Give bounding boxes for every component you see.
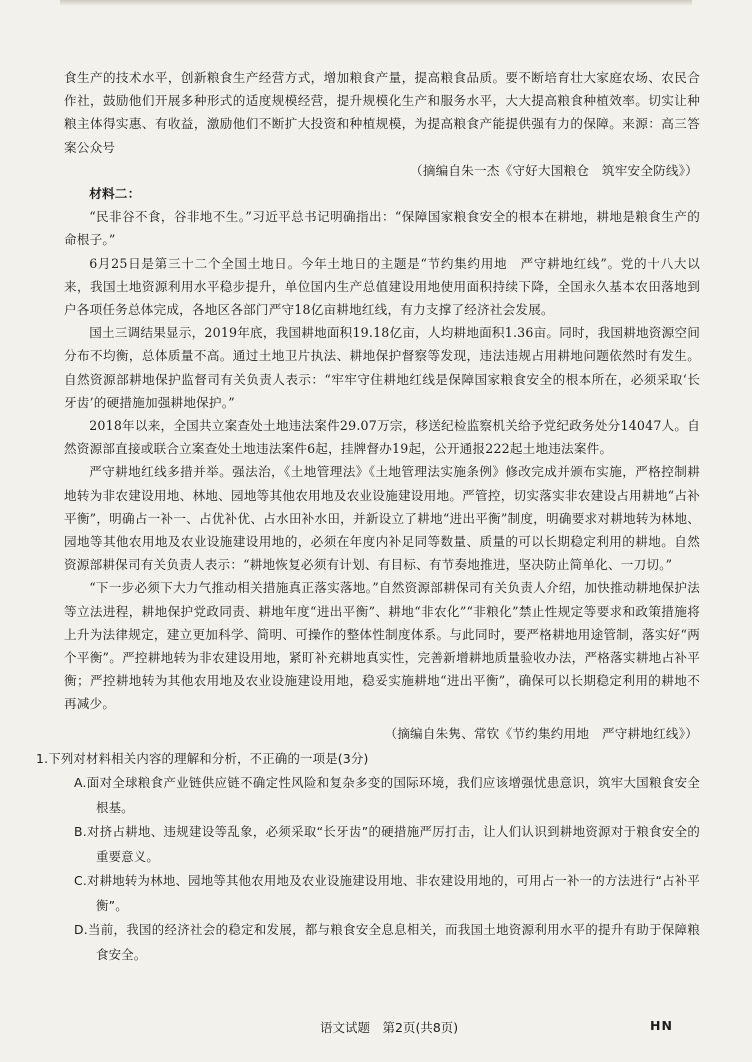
option-d[interactable]: D.当前，我国的经济社会的稳定和发展，都与粮食安全息息相关，而我国土地资源利用水平的提升有助于保障粮食安全。 — [74, 922, 700, 962]
option-a[interactable]: A.面对全球粮食产业链供应链不确定性风险和复杂多变的国际环境，我们应该增强忧患意识，筑牢大国粮食安全根基。 — [74, 775, 700, 815]
source-citation: （摘编自朱一杰《守好大国粮仓 筑牢安全防线》） — [410, 162, 698, 178]
paragraph: “下一步必须下大力气推动相关措施真正落实落地。”自然资源部耕保司有关负责人介绍，加快推动耕地保护法等立法进程，耕地保护党政同责、耕地年度“进出平衡”、耕地“非农化”“非粮化”禁止性规定等要求和政策措施将上升为法律规定，建立更加科学、简明、可操作的整体性制度体系。与此同时，要严格耕地用途管制，落实好“两个平衡”。严控耕地转为非农建设用地，紧盯补充耕地真实性，完善新增耕地质量验收办法，严格落实耕地占补平衡；严控耕地转为其他农用地及农业设施建设用地，稳妥实施耕地“进出平衡”，确保可以长期稳定利用的耕地不再减少。 — [64, 580, 700, 712]
top-edge — [60, 0, 692, 6]
question-stem: 1.下列对材料相关内容的理解和分析，不正确的一项是(3分) — [36, 750, 369, 766]
paragraph: “民非谷不食，谷非地不生。”习近平总书记明确指出：“保障国家粮食安全的根本在耕地，耕地是粮食生产的命根子。” — [64, 209, 700, 248]
paragraph: 食生产的技术水平，创新粮食生产经营方式，增加粮食产量，提高粮食品质。要不断培育壮大家庭农场、农民合作社，鼓励他们开展多种形式的适度规模经营，提升规模化生产和服务水平，大大提高粮食种植效率。切实让种粮主体得实惠、有收益，激励他们不断扩大投资和种植规模，为提高粮食产能提供强有力的保障。来源：高三答案公众号 — [64, 70, 700, 155]
paragraph: 2018年以来，全国共立案查处土地违法案件29.07万宗，移送纪检监察机关给予党纪政务处分14047人。自然资源部直接或联合立案查处土地违法案件6起，挂牌督办19起，公开通报222起土地违法案件。 — [64, 418, 700, 457]
material-heading: 材料二： — [89, 186, 141, 202]
passage-body — [36, 66, 700, 967]
page-number: 语文试题 第2页(共8页) — [320, 1020, 459, 1035]
question-block — [36, 747, 700, 968]
source-citation: （摘编自朱隽、常钦《节约集约用地 严守耕地红线》） — [384, 725, 698, 741]
option-b[interactable]: B.对挤占耕地、违规建设等乱象，必须采取“长牙齿”的硬措施严厉打击，让人们认识到耕地资源对于粮食安全的重要意义。 — [74, 824, 700, 864]
paragraph: 严守耕地红线多措并举。强法治，《土地管理法》《土地管理法实施条例》修改完成并颁布实施，严格控制耕地转为非农建设用地、林地、园地等其他农用地及农业设施建设用地。严管控，切实落实非农建设占用耕地“占补平衡”，明确占一补一、占优补优、占水田补水田，并新设立了耕地“进出平衡”制度，明确要求对耕地转为林地、园地等其他农用地及农业设施建设用地的，必须在年度内补足同等数量、质量的可以长期稳定利用的耕地。自然资源部耕保司有关负责人表示：“耕地恢复必须有计划、有目标、有节奏地推进，坚决防止简单化、一刀切。” — [64, 464, 700, 573]
option-c[interactable]: C.对耕地转为林地、园地等其他农用地及农业设施建设用地、非农建设用地的，可用占一补一的方法进行“占补平衡”。 — [74, 873, 700, 913]
paragraph: 国土三调结果显示，2019年底，我国耕地面积19.18亿亩，人均耕地面积1.36亩。同时，我国耕地资源空间分布不均衡，总体质量不高。通过土地卫片执法、耕地保护督察等发现，违法违规占用耕地问题依然时有发生。自然资源部耕地保护监督司有关负责人表示：“牢牢守住耕地红线是保障国家粮食安全的根本所在，必须采取‘长牙齿’的硬措施加强耕地保护。” — [64, 325, 700, 410]
region-code: HN — [650, 1018, 673, 1033]
paragraph: 6月25日是第三十二个全国土地日。今年土地日的主题是“节约集约用地 严守耕地红线”。党的十八大以来，我国土地资源利用水平稳步提升，单位国内生产总值建设用地使用面积持续下降，全国永久基本农田落地到户各项任务总体完成，各地区各部门严守18亿亩耕地红线，有力支撑了经济社会发展。 — [64, 255, 700, 318]
